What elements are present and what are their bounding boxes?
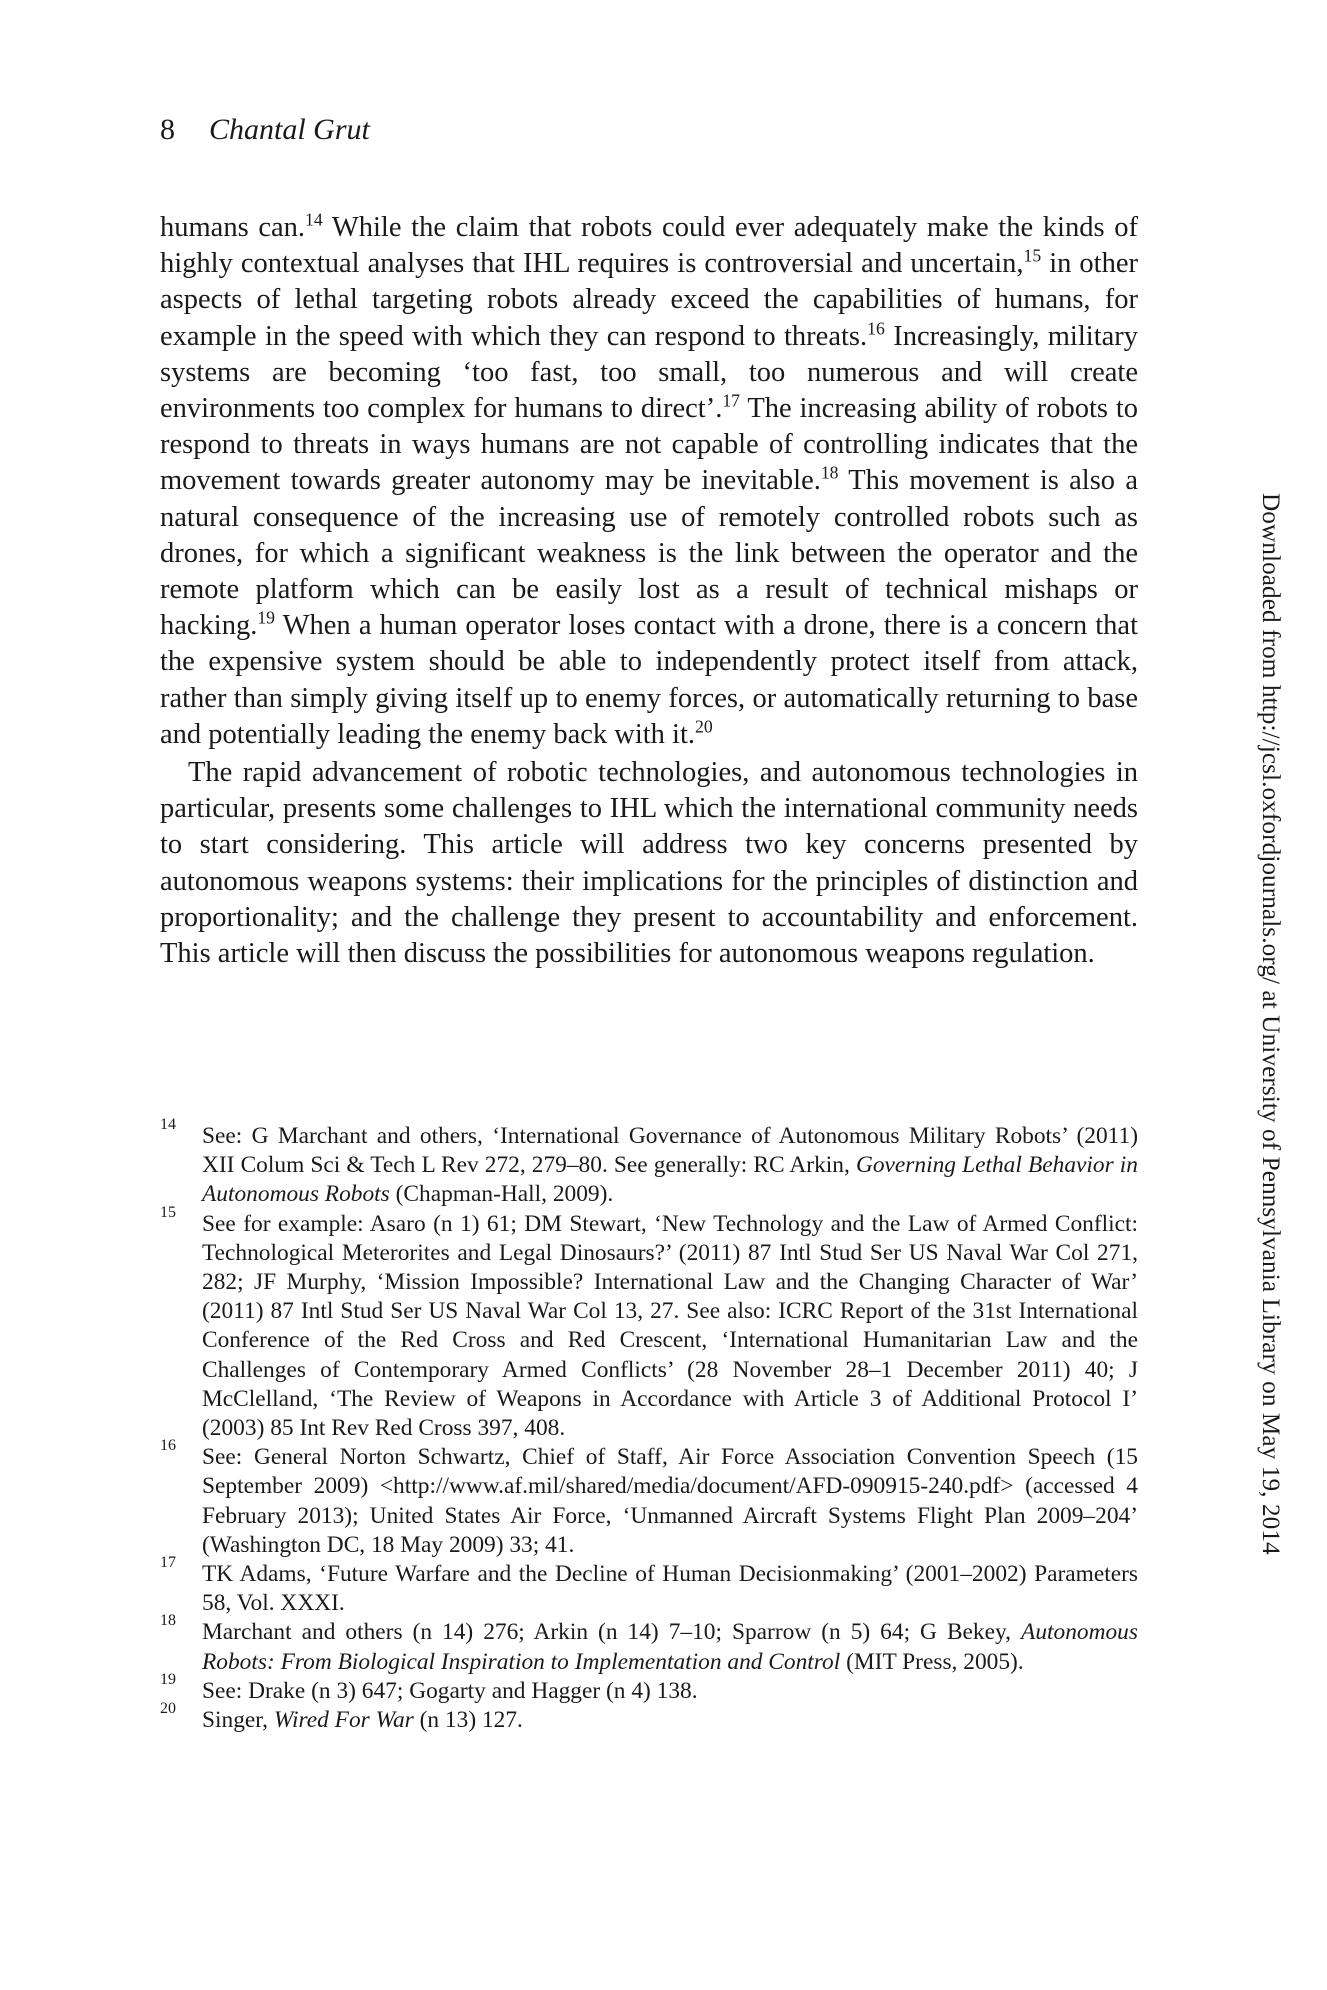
body-text-run: Increasingly, military systems are becoming ‘too fast, too small, too numerous and will create environments too complex for humans to direct’. <box>160 320 1138 425</box>
footnote-number: 20 <box>160 1700 176 1718</box>
body-text-run: When a human operator loses contact with a drone, there is a concern that the expensive system should be able to independently protect itself from attack, rather than simply giving itself up to enemy forces, or automatically returning to base and potentially leading the enemy back with it. <box>160 610 1138 750</box>
body-paragraph-2: The rapid advancement of robotic technologies, and autonomous technologies in particular, presents some challenges to IHL which the international community needs to start considering. This article will address two key concerns presented by autonomous weapons systems: their implications for the principles of distinction and proportionality; and the challenge they present to accountability and enforcement. This article will then discuss the possibilities for autonomous weapons regulation. <box>160 757 1138 970</box>
body-text-run: in other aspects of lethal targeting robots already exceed the capabilities of humans, for example in the speed with which they can respond to threats. <box>160 248 1138 352</box>
footnote-ref: 14 <box>305 209 323 230</box>
footnote-text: See: G Marchant and others, ‘International Governance of Autonomous Military Robots’ (2011) XII Colum Sci & Tech L Rev 272, 279–80. See generally: RC Arkin, <box>202 1123 1138 1179</box>
footnote-text: (Chapman-Hall, 2009). <box>389 1181 614 1208</box>
body-text-run: This movement is also a natural consequence of the increasing use of remotely controlled robots such as drones, for which a significant weakness is the link between the operator and the remote platform which can be easily lost as a result of technical mishaps or hacking. <box>160 465 1138 642</box>
footnote-text: (MIT Press, 2005). <box>840 1648 1024 1675</box>
download-watermark-text: Downloaded from http://jcsl.oxfordjournals.org/ at University of Pennsylvania Library on May 19, 2014 <box>1257 493 1284 1555</box>
footnote <box>160 1203 1138 1444</box>
body-paragraph-1 <box>160 210 1138 753</box>
body-text-run: While the claim that robots could ever adequately make the kinds of highly contextual analyses that IHL requires is controversial and uncertain, <box>160 212 1138 280</box>
footnote-italic-title: Wired For War <box>273 1707 414 1734</box>
footnotes <box>160 1116 1138 1735</box>
body-text-run: The increasing ability of robots to respond to threats in ways humans are not capable of controlling indicates that the movement towards greater autonomy may be inevitable. <box>160 393 1138 497</box>
download-watermark <box>1255 493 1284 1555</box>
footnote-number: 16 <box>160 1437 176 1455</box>
footnote-text: See: Drake (n 3) 647; Gogarty and Hagger (n 4) 138. <box>202 1677 698 1704</box>
footnote <box>160 1554 1138 1618</box>
footnote-ref: 16 <box>867 318 885 339</box>
body-text-run: humans can. <box>160 212 306 243</box>
footnote-number: 17 <box>160 1554 176 1572</box>
footnote-text: Singer, <box>202 1707 274 1734</box>
running-head-author: Chantal Grut <box>209 113 370 146</box>
footnote-text: TK Adams, ‘Future Warfare and the Decline of Human Decisionmaking’ (2001–2002) Parameters 58, Vol. XXXI. <box>202 1561 1138 1617</box>
footnote <box>160 1437 1138 1560</box>
page-number: 8 <box>160 113 175 146</box>
footnote-text: See for example: Asaro (n 1) 61; DM Stewart, ‘New Technology and the Law of Armed Conflict: Technological Meterorites and Legal Dinosaurs?’ (2011) 87 Intl Stud Ser US Naval War Col 271, 282; JF Murphy, ‘Mission Impossible? International Law and the Changing Character of War’ (2011) 87 Intl Stud Ser US Naval War Col 13, 27. See also: ICRC Report of the 31st International Conference of the Red Cross and Red Crescent, ‘International Humanitarian Law and the Challenges of Contemporary Armed Conflicts’ (28 November 28–1 December 2011) 40; J McClelland, ‘The Review of Weapons in Accordance with Article 3 of Additional Protocol I’ (2003) 85 Int Rev Red Cross 397, 408. <box>202 1210 1138 1442</box>
footnote-text: Marchant and others (n 14) 276; Arkin (n 14) 7–10; Sparrow (n 5) 64; G Bekey, <box>202 1619 1022 1646</box>
footnote-text: See: General Norton Schwartz, Chief of Staff, Air Force Association Convention Speech (15 September 2009) <http://www.af.mil/shared/media/document/AFD-090915-240.pdf> (accessed 4 February 2013); United States Air Force, ‘Unmanned Aircraft Systems Flight Plan 2009–204’ (Washington DC, 18 May 2009) 33; 41. <box>202 1444 1138 1558</box>
footnote-italic-title: Governing Lethal Behavior in Autonomous Robots <box>202 1152 1138 1208</box>
footnote <box>160 1670 1138 1706</box>
running-head <box>160 112 370 148</box>
footnote-number: 14 <box>160 1116 176 1133</box>
footnote-ref: 15 <box>1023 245 1042 266</box>
footnote-number: 18 <box>160 1612 176 1630</box>
footnote-number: 19 <box>160 1670 176 1688</box>
footnote-text: (n 13) 127. <box>413 1707 523 1734</box>
footnote-ref: 18 <box>820 462 839 483</box>
footnote <box>160 1612 1138 1676</box>
footnote-italic-title: Autonomous Robots: From Biological Inspiration to Implementation and Control <box>202 1619 1138 1675</box>
footnote-number: 15 <box>160 1203 176 1221</box>
footnote-ref: 17 <box>722 390 740 411</box>
body-text <box>160 210 1138 972</box>
footnote-ref: 19 <box>257 607 275 628</box>
footnote-ref: 20 <box>695 716 713 737</box>
footnote <box>160 1116 1138 1210</box>
footnote <box>160 1700 1138 1735</box>
